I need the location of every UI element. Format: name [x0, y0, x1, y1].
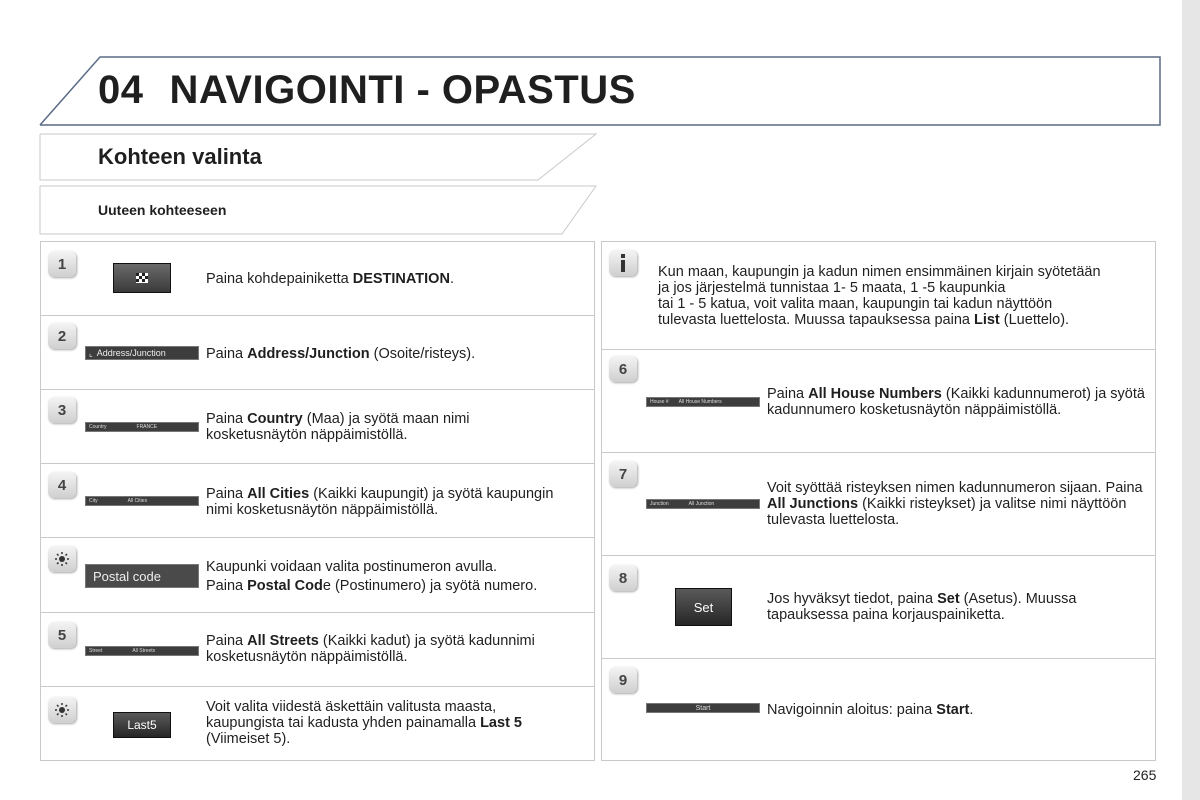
- divider: [40, 389, 595, 390]
- divider: [40, 686, 595, 687]
- street-label: Street: [89, 648, 103, 654]
- step-badge-2: 2: [48, 323, 76, 349]
- info-line-4-end: (Luettelo).: [999, 312, 1070, 328]
- tip-badge-last5: [48, 697, 76, 723]
- tip-badge-postal: [48, 546, 76, 572]
- house-number-bar: [646, 397, 760, 407]
- info-line-4-start: tulevasta luettelosta. Muussa tapauksessa paina: [658, 312, 974, 328]
- step-8-text: Jos hyväksyt tiedot, paina Set (Asetus). Muussa tapauksessa paina korjauspainiketta.: [767, 591, 1077, 623]
- last5-button: Last5: [113, 712, 171, 738]
- country-label: Country: [89, 424, 107, 430]
- tip-last5-text: Voit valita viidestä äskettäin valitusta maasta, kaupungista tai kadusta yhden painamalla Last 5 (Viimeiset 5).: [206, 699, 522, 747]
- info-badge: [609, 250, 637, 276]
- address-junction-label: Address/Junction: [96, 348, 166, 358]
- info-note: [658, 264, 1153, 328]
- info-icon: [618, 254, 628, 272]
- step-2-text: Paina Address/Junction (Osoite/risteys).: [206, 346, 476, 362]
- step-badge-4: 4: [48, 472, 76, 498]
- step-9-text: Navigoinnin aloitus: paina Start.: [767, 702, 974, 718]
- info-line-4-bold: List: [973, 312, 1000, 328]
- divider: [601, 658, 1156, 659]
- tip-postal-line2: Paina Postal Code (Postinumero) ja syötä numero.: [206, 578, 538, 594]
- address-junction-bar: [85, 346, 199, 360]
- info-line-1: Kun maan, kaupungin ja kadun nimen ensimmäinen kirjain syötetään: [658, 264, 1101, 280]
- step-badge-5: 5: [48, 622, 76, 648]
- step-7-text: Voit syöttää risteyksen nimen kadunnumeron sijaan. Paina All Junctions (Kaikki risteykset) ja valitse nimi näyttöön tulevasta luettelosta.: [767, 480, 1143, 528]
- subsection-title: Uuteen kohteeseen: [98, 202, 227, 218]
- step-badge-3: 3: [48, 397, 76, 423]
- divider: [40, 315, 595, 316]
- tip-postal-line1: Kaupunki voidaan valita postinumeron avulla.: [206, 559, 497, 575]
- junction-bar: [646, 499, 760, 509]
- info-line-2: ja jos järjestelmä tunnistaa 1- 5 maata, 1 -5 kaupunkia: [658, 280, 1006, 296]
- country-bar: [85, 422, 199, 432]
- lightbulb-icon: [54, 702, 70, 718]
- step-5-text: Paina All Streets (Kaikki kadut) ja syötä kadunnimi kosketusnäytön näppäimistöllä.: [206, 633, 535, 665]
- lightbulb-icon: [54, 551, 70, 567]
- junction-label: Junction: [650, 501, 669, 507]
- junction-value: All Junction: [688, 501, 715, 507]
- city-bar: [85, 496, 199, 506]
- postal-code-bar: [85, 564, 199, 588]
- destination-button: [113, 263, 171, 293]
- step-3-text: Paina Country (Maa) ja syötä maan nimi kosketusnäytön näppäimistöllä.: [206, 411, 470, 443]
- divider: [40, 537, 595, 538]
- divider: [601, 555, 1156, 556]
- step-4-text: Paina All Cities (Kaikki kaupungit) ja syötä kaupungin nimi kosketusnäytön näppäimistöllä.: [206, 486, 554, 518]
- checkered-flag-icon: [136, 273, 148, 283]
- divider: [601, 349, 1156, 350]
- section-title: Kohteen valinta: [98, 144, 262, 169]
- chapter-title-text: NAVIGOINTI - OPASTUS: [169, 68, 636, 112]
- house-label: House #: [650, 399, 669, 405]
- pin-icon: ⌞: [89, 348, 93, 358]
- set-button: Set: [675, 588, 732, 626]
- step-badge-1: 1: [48, 251, 76, 277]
- step-badge-8: 8: [609, 565, 637, 591]
- country-value: FRANCE: [136, 424, 158, 430]
- step-6-text: Paina All House Numbers (Kaikki kadunnumerot) ja syötä kadunnumero kosketusnäytön näppäimistöllä.: [767, 386, 1145, 418]
- house-value: All House Numbers: [678, 399, 722, 405]
- street-value: All Streets: [132, 648, 156, 654]
- divider: [40, 463, 595, 464]
- step-badge-6: 6: [609, 356, 637, 382]
- city-value: All Cities: [127, 498, 148, 504]
- info-line-3: tai 1 - 5 katua, voit valita maan, kaupungin tai kadun näyttöön: [658, 296, 1053, 312]
- divider: [40, 612, 595, 613]
- start-bar: [646, 703, 760, 713]
- info-line-4: [658, 312, 1153, 328]
- step-badge-7: 7: [609, 461, 637, 487]
- divider: [601, 452, 1156, 453]
- chapter-title: [98, 68, 636, 113]
- postal-code-label: Postal code: [93, 568, 161, 584]
- start-label: Start: [695, 704, 711, 712]
- city-label: City: [89, 498, 98, 504]
- page-number: 265: [1133, 767, 1157, 783]
- chapter-number: 04: [98, 68, 144, 112]
- street-bar: [85, 646, 199, 656]
- step-1-text: Paina kohdepainiketta DESTINATION.: [206, 271, 454, 287]
- step-badge-9: 9: [609, 667, 637, 693]
